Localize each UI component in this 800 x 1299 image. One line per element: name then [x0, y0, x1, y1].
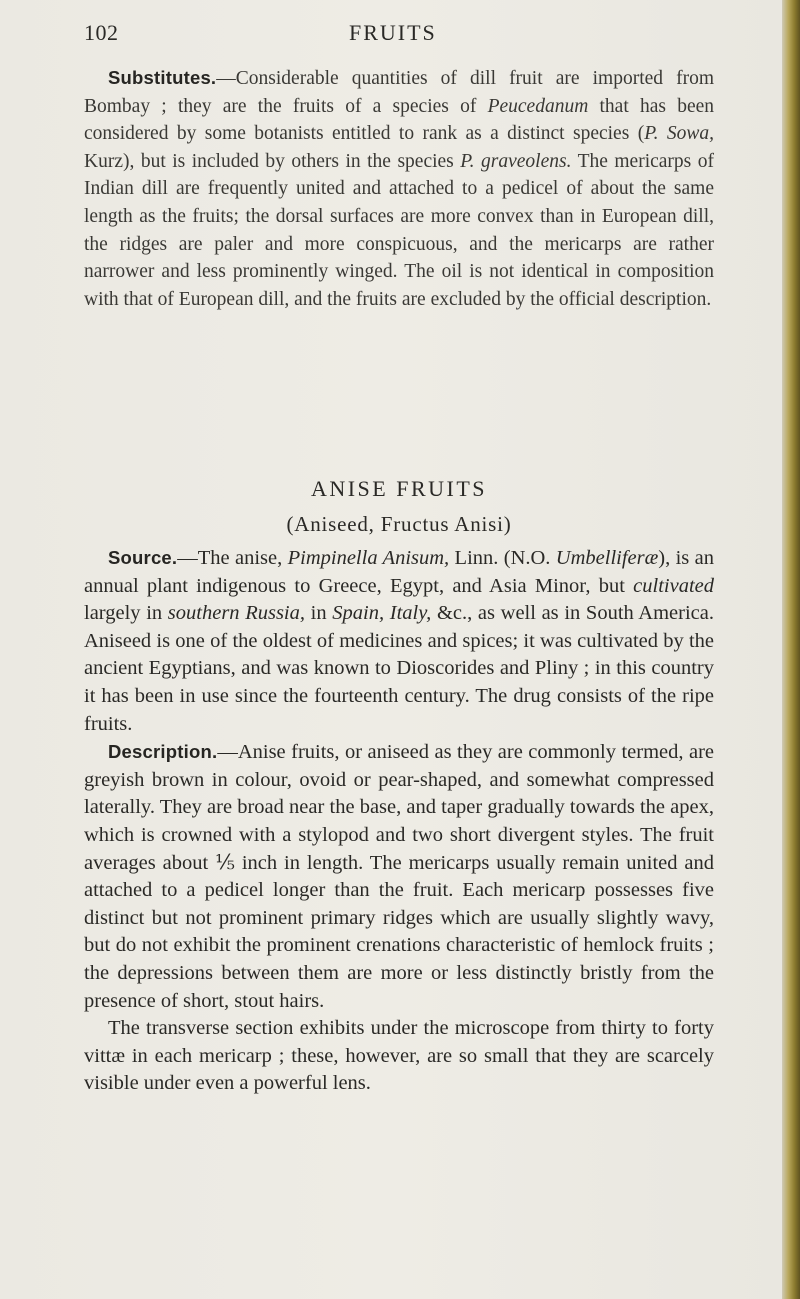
source-text-9: in: [305, 602, 333, 625]
species-p-sowa: P. Sowa,: [644, 123, 714, 145]
source-text-5: ), is an annual plant indigenous to Greece, Egypt, and Asia Minor, but: [84, 547, 714, 597]
source-text-7: largely in: [84, 602, 168, 625]
source-spain-italy: Spain, Italy,: [332, 602, 432, 625]
transverse-paragraph: [84, 1015, 714, 1098]
species-p-graveolens: P. graveolens.: [460, 150, 572, 172]
source-text-3: Linn. (N.O.: [449, 547, 556, 569]
book-spine-edge: [782, 0, 800, 1299]
anise-body: [84, 544, 714, 1098]
fraction-one-fifth: ⅕: [215, 851, 235, 874]
description-heading: Description.: [108, 741, 218, 763]
order-umbelliferae: Umbelliferæ: [555, 547, 659, 569]
substitutes-paragraph-block: [84, 64, 714, 313]
source-heading: Source.: [108, 547, 178, 568]
description-dash: —: [217, 741, 238, 764]
page-number: 102: [84, 20, 119, 45]
running-title: FRUITS: [349, 20, 437, 45]
section-subtitle: (Aniseed, Fructus Anisi): [286, 512, 512, 536]
source-paragraph: [84, 544, 714, 738]
genus-peucedanum: Peucedanum: [487, 95, 589, 117]
source-text-11: &c., as well as in South America. Aniseed is one of the oldest of medicines and spices; it was cultivated by the ancient Egyptians, and was known to Dioscorides and Pliny ; in this country it has been in use since the fourteenth century. The drug consists of the ripe fruits.: [84, 602, 714, 735]
species-pimpinella-anisum: Pimpinella Anisum,: [287, 547, 450, 569]
description-text-1: Anise fruits, or aniseed as they are commonly termed, are greyish brown in colour, ovoid or pear-shaped, and somewhat compressed laterally. They are broad near the base, and taper gradually towards the apex, which is crowned with a stylopod and two short divergent styles. The fruit averages about: [84, 741, 714, 874]
substitutes-text-1: Considerable quantities of dill fruit are imported from Bombay ; they are the fruits of a species of: [84, 68, 714, 117]
source-dash: —: [177, 547, 198, 569]
source-cultivated: cultivated: [633, 574, 714, 597]
substitutes-text-5: Kurz), but is included by others in the species: [84, 150, 461, 172]
source-text-1: The anise,: [197, 547, 288, 569]
description-paragraph: [84, 738, 714, 1015]
substitutes-heading: Substitutes.: [108, 67, 217, 88]
substitutes-dash: —: [216, 68, 236, 89]
transverse-text: The transverse section exhibits under the microscope from thirty to forty vittæ in each mericarp ; these, however, are so small that they are scarcely visible under even a powerful lens.: [84, 1017, 714, 1095]
substitutes-text-7: The mericarps of Indian dill are frequently united and attached to a pedicel of about the same length as the fruits; the dorsal surfaces are more convex than in European dill, the ridges are paler and more conspicuous, and the mericarps are rather narrower and less prominently winged. The oil is not identical in composition with that of European dill, and the fruits are excluded by the official description.: [84, 150, 714, 310]
page-header: [84, 16, 714, 56]
description-text-2: inch in length. The mericarps usually remain united and attached to a pedicel longer than the fruit. Each mericarp possesses five distinct but not prominent primary ridges which are usually slightly wavy, but do not exhibit the prominent crenations characteristic of hemlock fruits ; the depressions between them are more or less distinctly bristly from the presence of short, stout hairs.: [84, 851, 714, 1012]
section-title: ANISE FRUITS: [310, 476, 488, 501]
substitutes-text-3: that has been considered by some botanists entitled to rank as a distinct species (: [84, 95, 714, 145]
source-southern-russia: southern Russia,: [167, 602, 305, 625]
substitutes-paragraph: [84, 64, 714, 313]
